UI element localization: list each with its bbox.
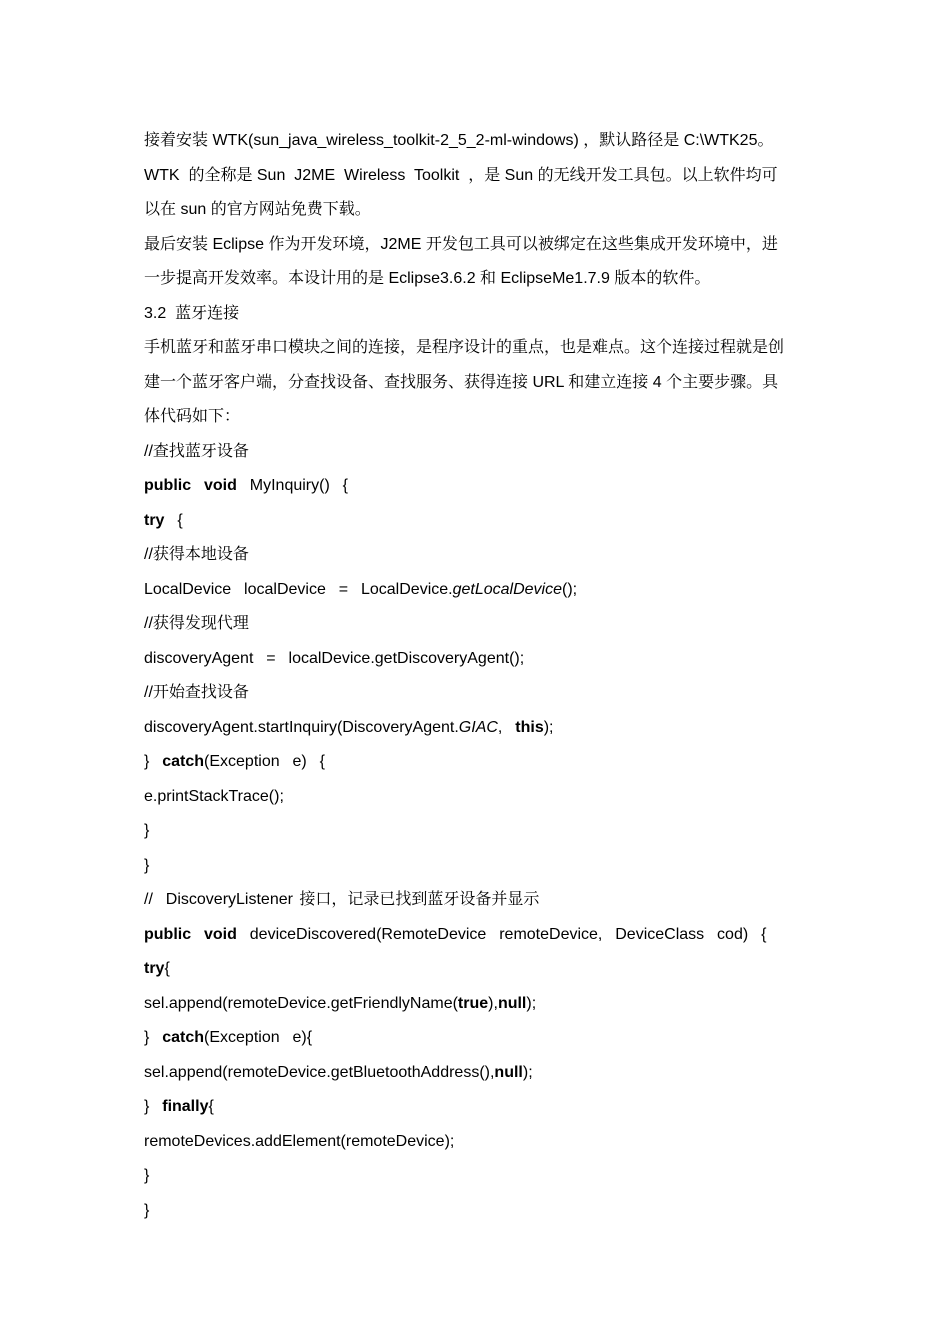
code-keyword: null (494, 1063, 523, 1081)
code-line (144, 469, 808, 504)
code-line: } (144, 822, 150, 839)
code-text: { (208, 1098, 214, 1115)
code-line (144, 1021, 808, 1056)
code-text: } (144, 753, 163, 770)
code-text: ), (488, 994, 498, 1012)
code-text: { (164, 960, 170, 977)
code-text: MyInquiry() { (236, 477, 349, 494)
paragraph-line: 以在 sun 的官方网站免费下载。 (144, 201, 371, 218)
paragraph-line: 建一个蓝牙客户端，分查找设备、查找服务、获得连接 URL 和建立连接 4 个主要步骤。具 (144, 373, 779, 391)
paragraph-line: 一步提高开发效率。本设计用的是 Eclipse3.6.2 和 EclipseMe1.7.9 版本的软件。 (144, 270, 711, 287)
code-line (144, 573, 808, 608)
code-keyword: true (457, 994, 489, 1012)
code-text: (); (562, 580, 578, 598)
code-text: sel.append(remoteDevice.getFriendlyName( (144, 994, 458, 1012)
code-line: remoteDevices.addElement(remoteDevice); (144, 1132, 455, 1150)
code-line (144, 711, 808, 746)
code-line: e.printStackTrace(); (144, 787, 284, 805)
code-text: (Exception e) { (204, 753, 325, 770)
code-text: } (144, 1029, 163, 1046)
code-line: } (144, 1167, 150, 1184)
paragraph-line: 手机蓝牙和蓝牙串口模块之间的连接，是程序设计的重点，也是难点。这个连接过程就是创 (144, 339, 785, 356)
code-keyword: public void (144, 477, 237, 494)
code-text: (Exception e){ (204, 1029, 313, 1046)
code-keyword: try (144, 511, 165, 529)
code-text: deviceDiscovered(RemoteDevice remoteDevice, DeviceClass cod) { (236, 925, 767, 943)
code-text: sel.append(remoteDevice.getBluetoothAddress(), (144, 1063, 495, 1081)
code-keyword: try (144, 960, 165, 977)
code-line: } (144, 856, 150, 874)
code-line (144, 987, 808, 1022)
code-line (144, 1090, 808, 1125)
paragraph-line: WTK 的全称是 Sun J2ME Wireless Toolkit ，是 Sun 的无线开发工具包。以上软件均可 (144, 166, 778, 184)
code-line: } (144, 1201, 150, 1219)
section-heading: 3.2 蓝牙连接 (144, 304, 240, 322)
code-keyword: catch (162, 1029, 205, 1046)
code-keyword: finally (162, 1098, 209, 1115)
code-italic: getLocalDevice (452, 580, 562, 598)
code-keyword: null (497, 994, 527, 1012)
code-comment: //查找蓝牙设备 (144, 442, 249, 460)
code-line (144, 745, 808, 780)
paragraph-line: 最后安装 Eclipse 作为开发环境，J2ME 开发包工具可以被绑定在这些集成开发环境中，进 (144, 235, 778, 253)
code-text: , (497, 718, 516, 736)
paragraph-line: 体代码如下： (144, 408, 241, 425)
code-line (144, 1056, 808, 1091)
code-keyword: catch (162, 753, 205, 770)
code-text: ); (543, 718, 554, 736)
paragraph-line: 接着安装 WTK(sun_java_wireless_toolkit-2_5_2-ml-windows) ，默认路径是 C:\WTK25。 (144, 132, 774, 149)
code-comment: //开始查找设备 (144, 684, 249, 701)
code-comment: // DiscoveryListener 接口，记录已找到蓝牙设备并显示 (144, 891, 540, 908)
code-line (144, 918, 808, 953)
code-text: ); (526, 994, 537, 1012)
document-body (144, 124, 808, 1228)
code-text: discoveryAgent.startInquiry(DiscoveryAgent. (144, 718, 459, 736)
code-text: { (164, 511, 183, 529)
code-keyword: this (515, 718, 544, 736)
code-line: discoveryAgent = localDevice.getDiscoveryAgent(); (144, 649, 525, 667)
code-text: ); (522, 1063, 533, 1081)
code-italic: GIAC (458, 718, 498, 736)
code-text: } (144, 1098, 163, 1115)
code-text: LocalDevice localDevice = LocalDevice. (144, 580, 453, 598)
code-line (144, 504, 808, 539)
code-keyword: public void (144, 925, 237, 943)
code-comment: //获得发现代理 (144, 615, 249, 632)
code-comment: //获得本地设备 (144, 546, 249, 563)
code-line (144, 952, 808, 987)
